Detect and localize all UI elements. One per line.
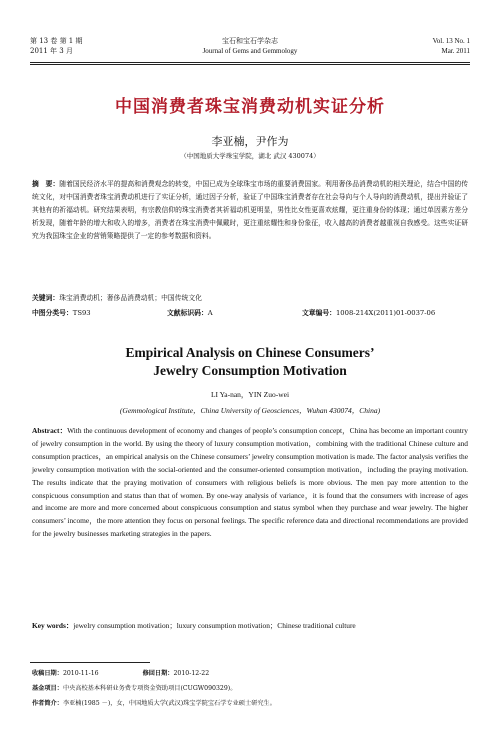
title-en-line1: Empirical Analysis on Chinese Consumers’ [125, 345, 375, 360]
keywords-cn-label: 关键词： [32, 294, 60, 302]
abstract-en-label: Abstract： [32, 426, 68, 435]
header-rule [30, 62, 470, 63]
abstract-cn [32, 178, 468, 243]
authors-en: LI Ya-nan，YIN Zuo-wei [210, 390, 290, 399]
keywords-en-label: Key words： [32, 621, 74, 630]
keywords-cn-text: 珠宝消费动机；奢侈品消费动机；中国传统文化 [59, 294, 202, 302]
authors-cn: 李亚楠，尹作为 [211, 135, 289, 148]
affiliation-en: (Gemmological Institute，China University of Geosciences，Wuhan 430074，China) [119, 406, 381, 415]
author-bio: 李亚楠(1985 －)，女，中国地质大学(武汉)珠宝学院宝石学专业硕士研究生。 [62, 700, 276, 707]
received-date: 2010-11-16 [62, 670, 99, 677]
year-cn: 2011 年 3 月 [30, 47, 73, 55]
keywords-en-text: jewelry consumption motivation；luxury consumption motivation；Chinese traditional culture [73, 621, 356, 630]
journal-name-cn: 宝石和宝石学杂志 [222, 37, 278, 45]
keywords-cn [32, 292, 468, 305]
paper-title-cn: 中国消费者珠宝消费动机实证分析 [115, 97, 385, 117]
footnote-author: 作者简介：李亚楠(1985 －)，女，中国地质大学(武汉)珠宝学院宝石学专业硕士研究生。 [32, 700, 276, 707]
clc-number: 中图分类号：TS93 [32, 309, 91, 317]
abstract-cn-label: 摘 要： [32, 180, 60, 188]
abstract-en [32, 425, 468, 541]
footnote-fund: 基金项目：中央高校基本科研业务费专项资金资助项目(CUGW090329)。 [32, 685, 237, 692]
paper-title-en [0, 344, 500, 380]
footnote-rule [30, 662, 150, 663]
revised-date: 2010-12-22 [173, 670, 210, 677]
keywords-en [32, 620, 468, 633]
affiliation-cn: （中国地质大学珠宝学院，湖北 武汉 430074） [180, 152, 320, 160]
article-number: 文章编号：1008-214X(2011)01-0037-06 [302, 309, 436, 317]
fund-text: 中央高校基本科研业务费专项资金资助项目(CUGW090329)。 [62, 685, 237, 692]
volume-cn: 第 13 卷 第 1 期 [30, 37, 83, 45]
footnote-dates: 收稿日期：2010-11-16 修回日期：2010-12-22 [32, 670, 210, 677]
document-code: 文献标识码：A [167, 309, 213, 317]
date-en: Mar. 2011 [441, 47, 470, 55]
header-rule-thin [30, 64, 470, 65]
running-header [30, 36, 470, 60]
abstract-en-text: With the continuous development of economy and changes of people’s consumption concept，China has become an important country of jewelry consumption in the world. By using the theory of luxury consumption motivation，combining with the traditional Chinese culture and consumption practices，an empirical analysis on the Chinese consumers’ jewelry consumption motivation is made. The factor analysis verifies the jewelry consumption motivation with the social-oriented and the consumer-oriented consumption motivation，including the praying motivation. The results indicate that the praying motivation of consumers with religious beliefs is more obvious. The men pay more attention to the conspicuous consumption and status than that of women. By one-way analysis of variance，it is found that the consumers with increase of ages and income are more and more concerned about conspicuous consumption and status symbol when they purchase and wear jewelry. The higher consumers’ income，the more attention they focus on personal feelings. The specific reference data and directional recommendations are provided for the jewelry businesses marketing strategies in the papers. [32, 426, 468, 539]
title-en-line2: Jewelry Consumption Motivation [153, 363, 347, 378]
volume-en: Vol. 13 No. 1 [432, 37, 470, 45]
abstract-cn-text: 随着国民经济水平的提高和消费观念的转变，中国已成为全球珠宝市场的重要消费国家。利用奢侈品消费动机的相关理论，结合中国的传统文化，对中国消费者珠宝消费动机进行了实证分析，通过因子分析，验证了中国珠宝消费者存在社会导向与个人导向的消费动机，提出并验证了其他有的祈福动机。研究结果表明，有宗教信仰的珠宝消费者其祈福动机更明显，男性比女性更喜欢炫耀，更注重身份的体现；通过单因素方差分析发现，随着年龄的增大和收入的增多，消费者在珠宝消费中佩戴时，更注重炫耀性和身份象征，收入越高的消费者越重视自我感受。这些实证研究为我国珠宝企业的营销策略提供了一定的参考数据和资料。 [32, 180, 469, 241]
journal-name-en: Journal of Gems and Gemmology [202, 47, 298, 55]
header-center [30, 36, 470, 56]
header-right [433, 36, 470, 56]
